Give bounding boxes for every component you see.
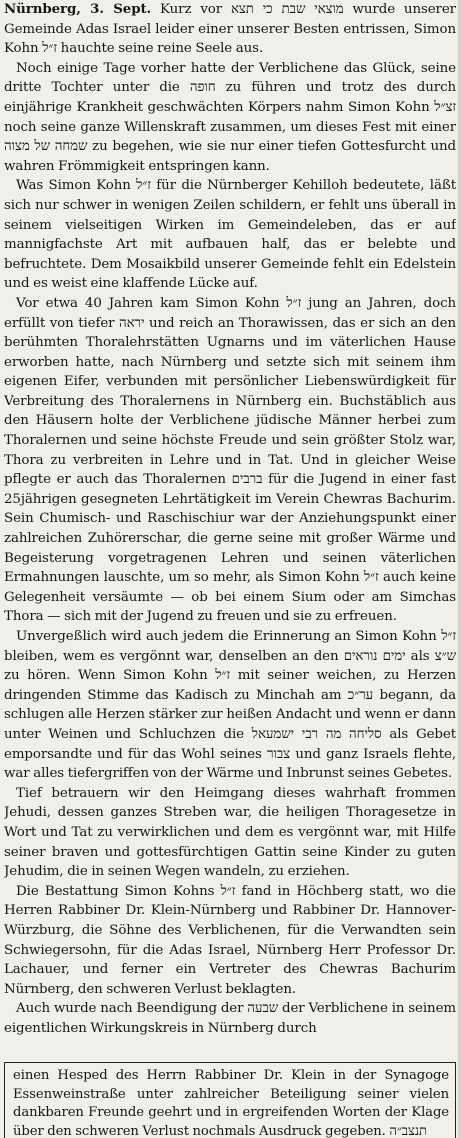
page-edge <box>458 0 462 1138</box>
paragraph-3: Was Simon Kohn ז״ל für die Nürnberger Kehilloh bedeutete, läßt sich nur schwer in wenigen Zeilen schildern, er fehlt uns überall in seinem vielseitigen Wirken im Gemeindeleben, das er auf mannigfachste Art mit aufbauen half, das er belebte und befruchtete. Dem Mosaikbild unserer Gemeinde fehlt ein Edelstein und es weist eine klaffende Lücke auf. <box>4 178 456 292</box>
paragraph-5: Unvergeßlich wird auch jedem die Erinnerung an Simon Kohn ז״ל bleiben, wem es vergönnt war, denselben an den ימים נוראים als ש״צ zu hören. Wenn Simon Kohn ז״ל mit seiner weichen, zu Herzen dringenden Stimme das Kadisch zu Minchah am ער״כ begann, da schlugen alle Herzen stärker zur heißen Andacht und wenn er dann unter Weinen und Schluchzen die סליחה מה רבי ישמעאל als Gebet emporsandte und für das Wohl seines צבור und ganz Israels flehte, war alles tiefergriffen von der Wärme und Inbrunst seines Gebetes. <box>4 629 456 782</box>
paragraph-1-text: Kurz vor מוצאי שבת כי תצא wurde unserer Gemeinde Adas Israel leider einer unserer Besten entrissen, Simon Kohn ז״ל hauchte seine reine Seele aus. <box>4 2 456 57</box>
paragraph-4: Vor etwa 40 Jahren kam Simon Kohn ז״ל jung an Jahren, doch erfüllt von tiefer יראה und reich an Thorawissen, das er sich an den berühmten Thoralehrstätten Ugnarns und im väterlichen Hause erworben hatte, nach Nürnberg und setzte sich mit seinem ihm eigenen Eifer, verbunden mit persönlicher Liebenswürdigkeit für Verbreitung des Thoralernens in Nürnberg ein. Buchstäblich aus den Häusern holte der Verblichene jüdische Männer herbei zum Thoralernen und seine höchste Freude und sein größter Stolz war, Thora zu verbreiten in Lehre und in Tat. Und in gleicher Weise pflegte er auch das Thoralernen ברבים für die Jugend in einer fast 25jährigen gesegneten Lehrtätigkeit im Verein Chewras Bachurim. Sein Chumisch- und Raschischiur war der Anziehungspunkt einer zahlreichen Zuhörerschar, die gerne seine mit großer Wärme und Begeisterung vorgetragenen Lehren und seinen väterlichen Ermahnungen lauschte, um so mehr, als Simon Kohn ז״ל auch keine Gelegenheit versäumte — ob bei einem Sium oder am Simchas Thora — sich mit der Jugend zu freuen und sie zu erfreuen. <box>4 295 456 625</box>
paragraph-6: Tief betrauern wir den Heimgang dieses wahrhaft frommen Jehudi, dessen ganzes Streben war, die heiligen Thoragesetze in Wort und Tat zu verwirklichen und dem es vergönnt war, mit Hilfe seiner braven und gottesfürchtigen Gattin seine Kinder zu guten Jehudim, die in seinen Wegen wandeln, zu erziehen. <box>4 785 456 880</box>
continuation-text <box>13 1067 449 1138</box>
continuation-column <box>4 1062 456 1138</box>
paragraph-7: Die Bestattung Simon Kohns ז״ל fand in Höchberg statt, wo die Herren Rabbiner Dr. Klein-Nürnberg und Rabbiner Dr. Hannover-Würzburg, die Söhne des Verblichenen, für die Verwandten sein Schwiegersohn, für die Adas Israel, Nürnberg Herr Professor Dr. Lachauer, und ferner ein Vertreter des Chewras Bachurim Nürnberg, den schweren Verlust beklagten. <box>4 883 456 997</box>
continuation-body: einen Hesped des Herrn Rabbiner Dr. Klein in der Synagoge Essenweinstraße unter zahlreicher Beteiligung seiner vielen dankbaren Freunde geehrt und in ergreifenden Worten der Klage über den schweren Verlust nochmals Ausdruck gegeben. <box>13 1068 449 1138</box>
dateline: Nürnberg, 3. Sept. <box>4 1 152 17</box>
signature: תנצב״ה <box>389 1123 427 1138</box>
paragraph-1 <box>4 0 456 59</box>
article-column <box>4 0 456 1062</box>
paragraph-8: Auch wurde nach Beendigung der שבעה der Verblichene in seinem eigentlichen Wirkungskreis in Nürnberg durch <box>4 1001 456 1036</box>
paragraph-2: Noch einige Tage vorher hatte der Verblichene das Glück, seine dritte Tochter unter die חופה zu führen und trotz des durch einjährige Krankheit geschwächten Körpers nahm Simon Kohn זצ״ל noch seine ganze Willenskraft zusammen, um dieses Fest mit einer שמחה של מצוה zu begehen, wie sie nur einer tiefen Gottesfurcht und wahren Frömmigkeit entspringen kann. <box>4 60 456 174</box>
